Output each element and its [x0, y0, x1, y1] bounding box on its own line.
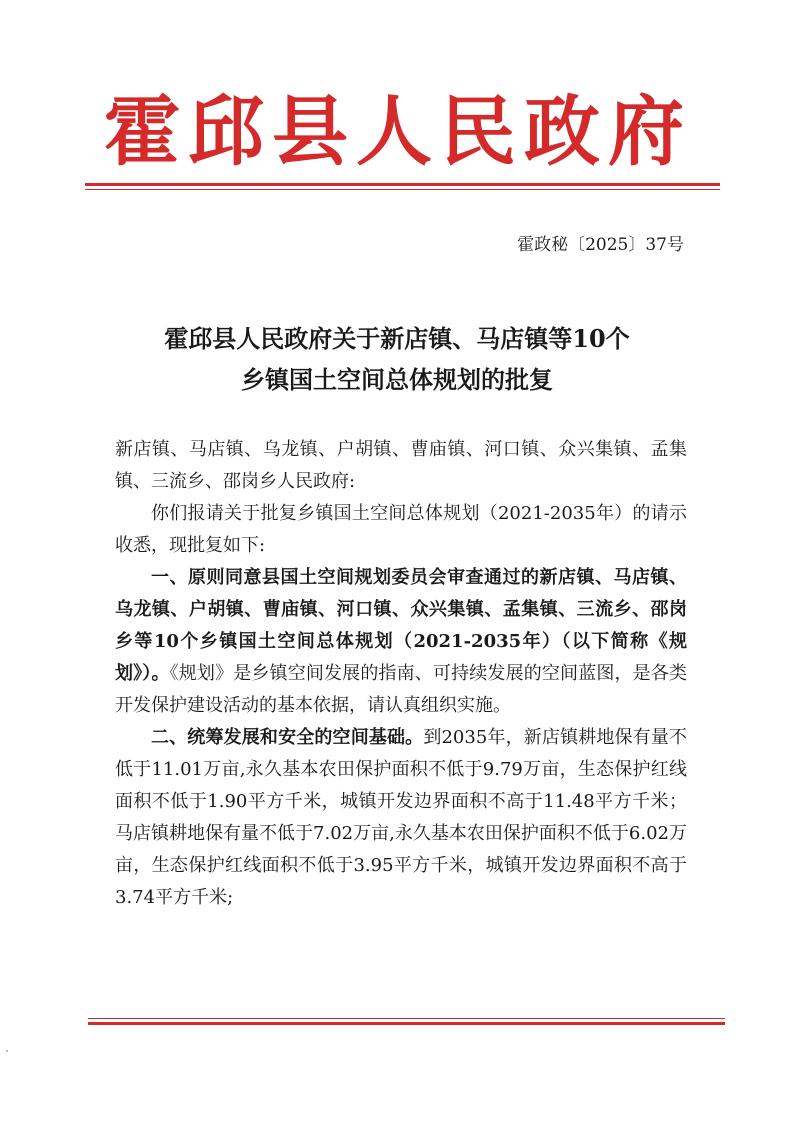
item-1-paragraph	[115, 562, 687, 722]
item-2-heading: 二、统筹发展和安全的空间基础。	[151, 727, 424, 748]
item-1-heading: 一、原则同意县国土空间规划委员会审查通过的新店镇、马店镇、乌龙镇、户胡镇、曹庙镇、河口镇、众兴集镇、孟集镇、三流乡、邵岗乡等10个乡镇国土空间总体规划（2021-2035年）（以下简称《规划》）。	[115, 567, 687, 684]
footer-rule-thick	[88, 1022, 725, 1025]
footer-rule-thin	[88, 1018, 725, 1019]
header-rule-thin	[85, 189, 720, 190]
item-2-paragraph	[115, 722, 687, 914]
item-2-text: 到2035年，新店镇耕地保有量不低于11.01万亩,永久基本农田保护面积不低于9.79万亩，生态保护红线面积不低于1.90平方千米，城镇开发边界面积不高于11.48平方千米；马店镇耕地保有量不低于7.02万亩,永久基本农田保护面积不低于6.02万亩，生态保护红线面积不低于3.95平方千米，城镇开发边界面积不高于3.74平方千米;	[115, 727, 687, 908]
issuer-header: 霍邱县人民政府	[104, 87, 692, 176]
addressee-paragraph: 新店镇、马店镇、乌龙镇、户胡镇、曹庙镇、河口镇、众兴集镇、孟集镇、三流乡、邵岗乡人民政府:	[115, 439, 687, 492]
document-number: 霍政秘〔2025〕37号	[517, 235, 684, 255]
document-body	[115, 434, 687, 914]
header-rule-thick	[85, 183, 720, 186]
scan-artifact	[6, 1050, 8, 1052]
intro-paragraph: 你们报请关于批复乡镇国土空间总体规划（2021-2035年）的请示收悉，现批复如下:	[115, 503, 687, 556]
document-title	[100, 318, 694, 400]
title-line-2: 乡镇国土空间总体规划的批复	[241, 365, 553, 394]
item-1-text: 《规划》是乡镇空间发展的指南、可持续发展的空间蓝图，是各类开发保护建设活动的基本依据，请认真组织实施。	[115, 663, 687, 716]
title-line-1: 霍邱县人民政府关于新店镇、马店镇等10个	[164, 324, 630, 353]
